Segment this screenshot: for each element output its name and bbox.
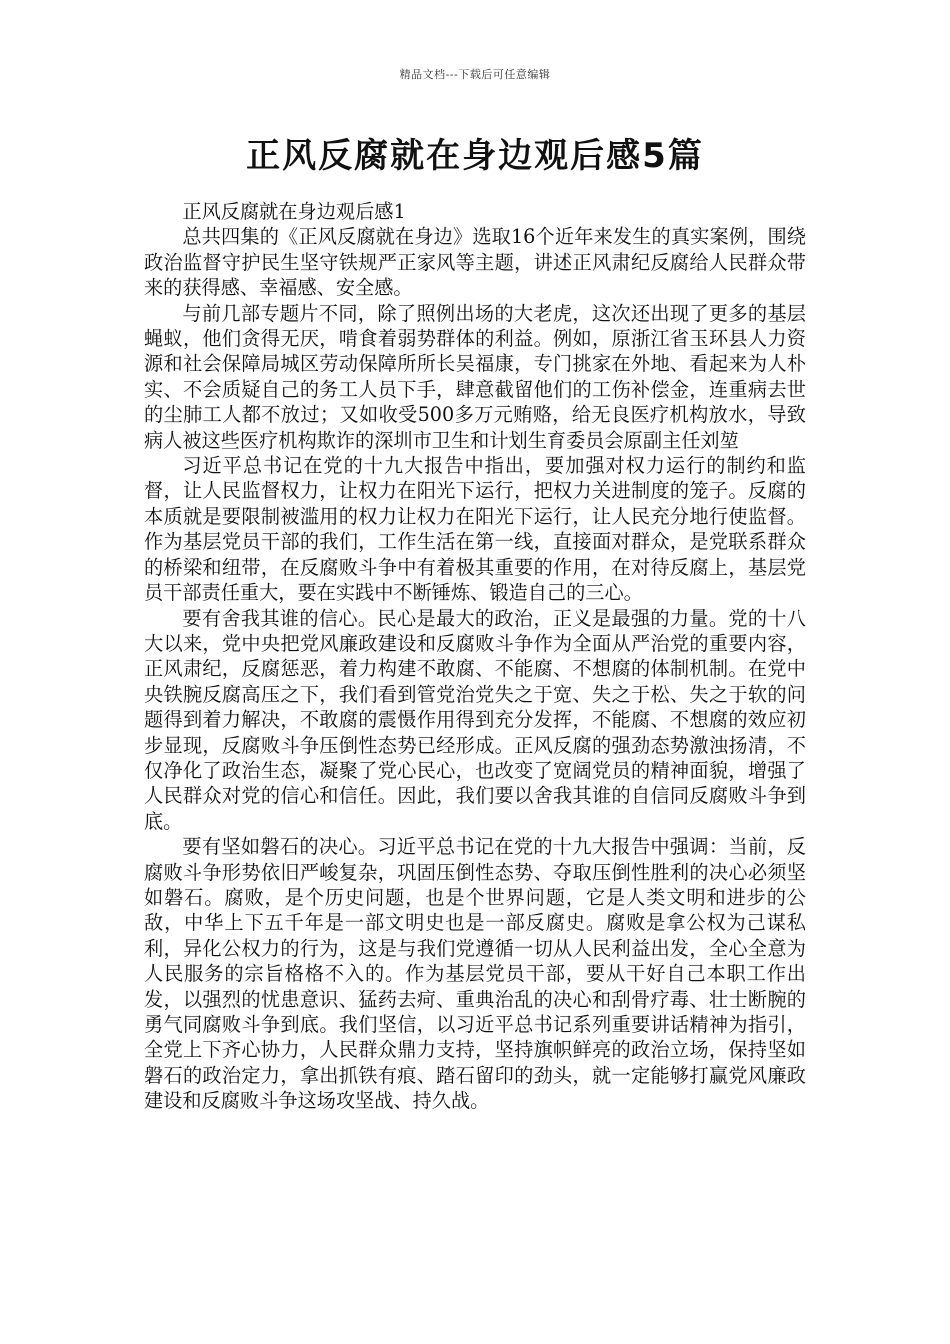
- paragraph-1: 总共四集的《正风反腐就在身边》选取16个近年来发生的真实案例，围绕政治监督守护民生坚守铁规严正家风等主题，讲述正风肃纪反腐给人民群众带来的获得感、幸福感、安全感。: [144, 225, 806, 300]
- paragraph-5: 要有坚如磐石的决心。习近平总书记在党的十九大报告中强调：当前，反腐败斗争形势依旧严峻复杂，巩固压倒性态势、夺取压倒性胜利的决心必须坚如磐石。腐败，是个历史问题，也是个世界问题，它是人类文明和进步的公敌，中华上下五千年是一部文明史也是一部反腐史。腐败是拿公权为己谋私利，异化公权力的行为，这是与我们党遵循一切从人民利益出发，全心全意为人民服务的宗旨格格不入的。作为基层党员干部，要从干好自己本职工作出发，以强烈的忧患意识、猛药去疴、重典治乱的决心和刮骨疗毒、壮士断腕的勇气同腐败斗争到底。我们坚信，以习近平总书记系列重要讲话精神为指引，全党上下齐心协力，人民群众鼎力支持，坚持旗帜鲜亮的政治立场，保持坚如磐石的政治定力，拿出抓铁有痕、踏石留印的劲头，就一定能够打赢党风廉政建设和反腐败斗争这场攻坚战、持久战。: [144, 835, 806, 1113]
- section-subtitle: 正风反腐就在身边观后感1: [182, 200, 406, 223]
- header-note: 精品文档---下载后可任意编辑: [399, 68, 551, 81]
- paragraph-3: 习近平总书记在党的十九大报告中指出，要加强对权力运行的制约和监督，让人民监督权力，让权力在阳光下运行，把权力关进制度的笼子。反腐的本质就是要限制被滥用的权力让权力在阳光下运行，让人民充分地行使监督。作为基层党员干部的我们，工作生活在第一线，直接面对群众，是党联系群众的桥梁和纽带，在反腐败斗争中有着极其重要的作用，在对待反腐上，基层党员干部责任重大，要在实践中不断锤炼、锻造自己的三心。: [144, 454, 806, 605]
- paragraph-4: 要有舍我其谁的信心。民心是最大的政治，正义是最强的力量。党的十八大以来，党中央把党风廉政建设和反腐败斗争作为全面从严治党的重要内容，正风肃纪，反腐惩恶，着力构建不敢腐、不能腐、不想腐的体制机制。在党中央铁腕反腐高压之下，我们看到管党治党失之于宽、失之于松、失之于软的问题得到着力解决，不敢腐的震慑作用得到充分发挥，不能腐、不想腐的效应初步显现，反腐败斗争压倒性态势已经形成。正风反腐的强劲态势激浊扬清，不仅净化了政治生态，凝聚了党心民心，也改变了宽阔党员的精神面貌，增强了人民群众对党的信心和信任。因此，我们要以舍我其谁的自信同反腐败斗争到底。: [144, 606, 806, 833]
- paragraph-2: 与前几部专题片不同，除了照例出场的大老虎，这次还出现了更多的基层蝇蚁，他们贪得无厌，啃食着弱势群体的利益。例如，原浙江省玉环县人力资源和社会保障局城区劳动保障所所长吴福康，专门挑家在外地、看起来为人朴实、不会质疑自己的务工人员下手，肆意截留他们的工伤补偿金，连重病去世的尘肺工人都不放过；又如收受500多万元贿赂，给无良医疗机构放水，导致病人被这些医疗机构欺诈的深圳市卫生和计划生育委员会原副主任刘堃: [144, 301, 806, 452]
- document-title: 正风反腐就在身边观后感5篇: [246, 136, 704, 176]
- document-body: [144, 199, 806, 1114]
